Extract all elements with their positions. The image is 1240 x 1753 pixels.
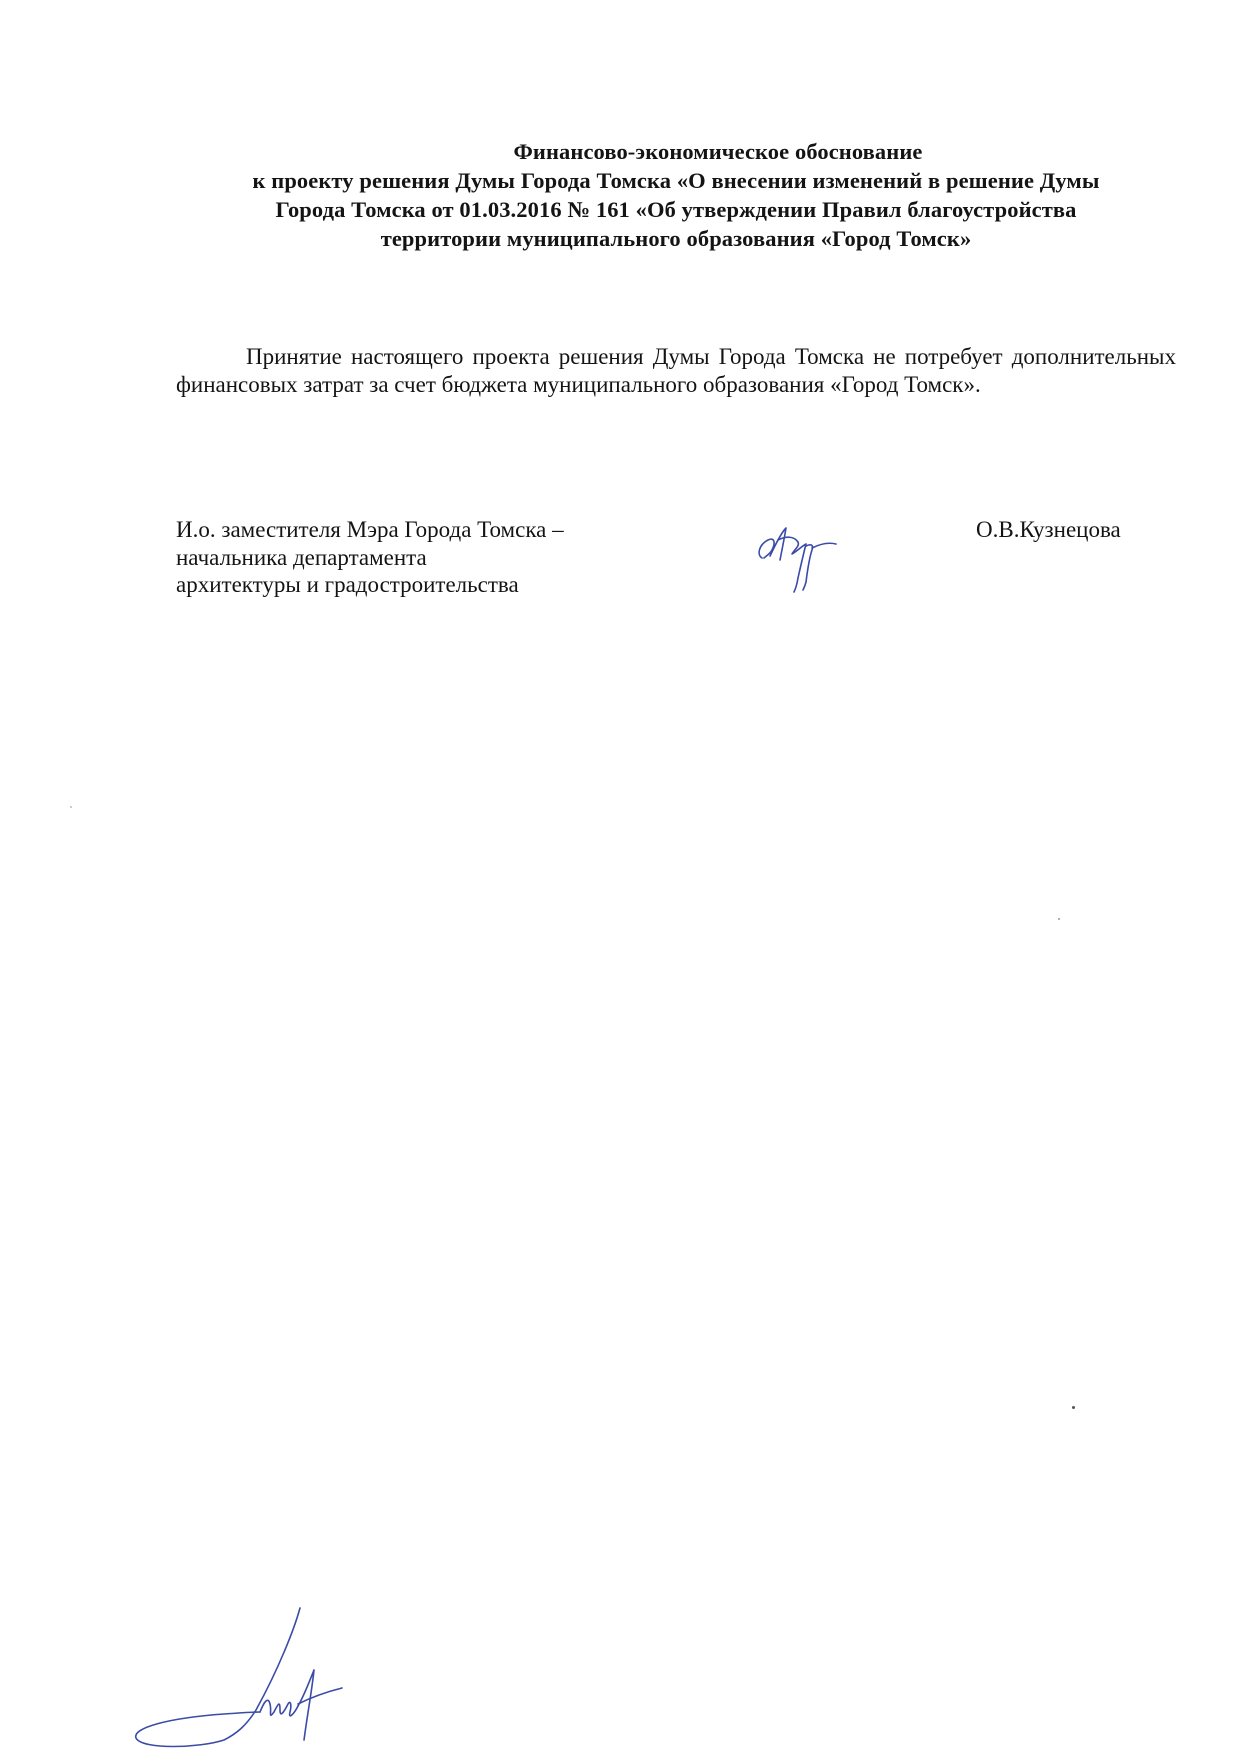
- position-line: архитектуры и градостроительства: [176, 572, 519, 597]
- document-title: [176, 137, 1176, 253]
- title-line: Города Томска от 01.03.2016 № 161 «Об утверждении Правил благоустройства: [275, 197, 1077, 222]
- initials-signature: [128, 1600, 368, 1750]
- signatory-name: О.В.Кузнецова: [976, 517, 1121, 542]
- position-line: И.о. заместителя Мэра Города Томска –: [176, 517, 564, 542]
- title-line: Финансово-экономическое обоснование: [513, 139, 923, 164]
- scan-speck: [1058, 918, 1060, 920]
- body-paragraph: Принятие настоящего проекта решения Думы Города Томска не потребует дополнительных финансовых затрат за счет бюджета муниципального образования «Город Томск».: [176, 344, 1176, 397]
- scan-speck: [70, 806, 72, 808]
- scan-speck: [1072, 1406, 1075, 1409]
- position-line: начальника департамента: [176, 544, 427, 570]
- handwritten-signature: [748, 516, 858, 596]
- signatory-position: [176, 516, 564, 599]
- title-line: к проекту решения Думы Города Томска «О внесении изменений в решение Думы: [252, 168, 1100, 193]
- title-line: территории муниципального образования «Город Томск»: [380, 226, 972, 251]
